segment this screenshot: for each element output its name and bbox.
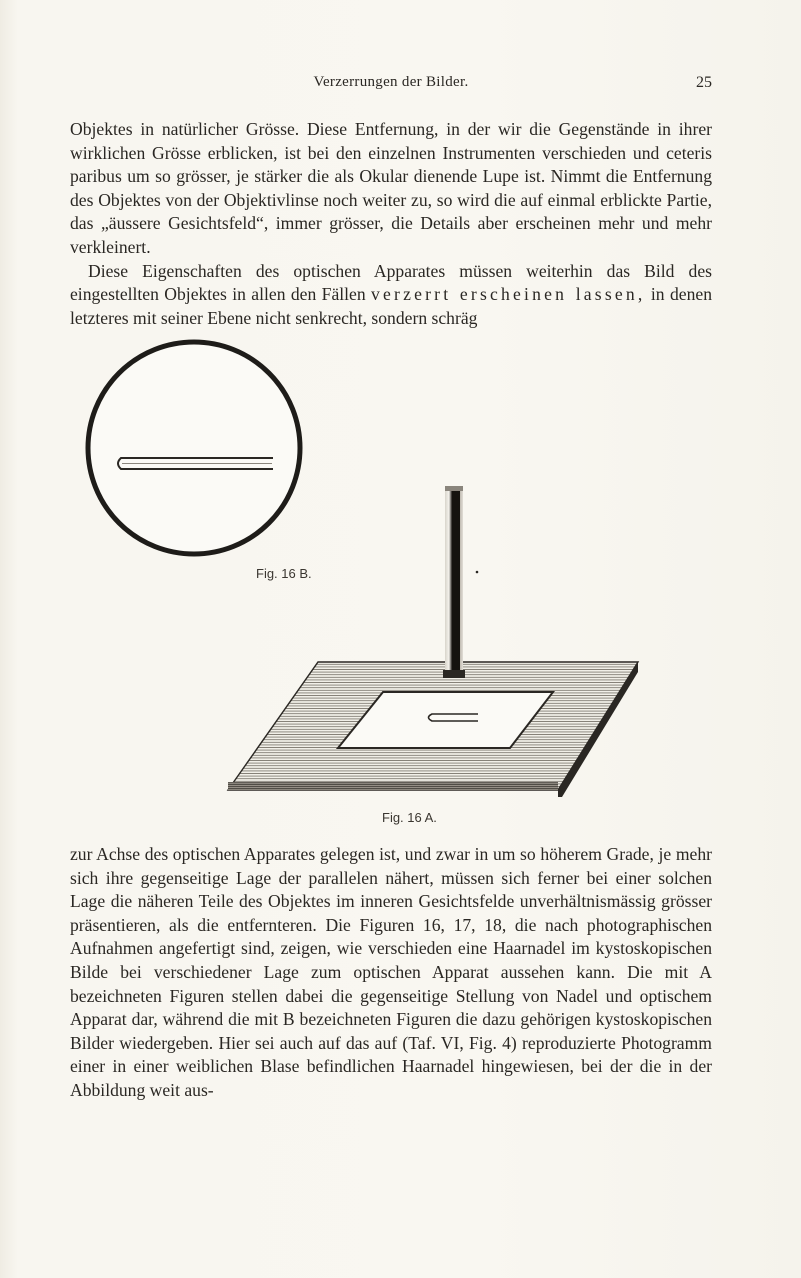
fig-16a-caption: Fig. 16 A.	[382, 810, 437, 825]
paragraph-2-after: in denen letzteres mit seiner Ebene nicht senkrecht, sondern schräg	[70, 284, 712, 328]
fig-16a-hairpin	[429, 714, 479, 721]
fig-16a-plate-side	[558, 662, 638, 797]
paragraph-1: Objektes in natürlicher Grösse. Diese Entfernung, in der wir die Gegenstände in ihrer wirklichen Grösse erblicken, ist bei den einzelnen Instrumenten verschieden und ceteris paribus um so grösser, je stärker die als Okular dienende Lupe ist. Nimmt die Entfernung des Objektes von der Objektivlinse noch weiter zu, so wird die auf einmal erblickte Partie, das „äussere Gesichtsfeld“, immer grösser, die Details aber erscheinen mehr und mehr verkleinert.	[70, 119, 712, 257]
page-number: 25	[696, 74, 712, 91]
paragraph-2-before: Diese Eigenschaften des optischen Apparates müssen weiterhin das Bild des eingestellten Objektes in allen den Fällen	[70, 260, 712, 305]
page-header	[70, 74, 712, 98]
fig-16b-hairpin	[118, 458, 273, 469]
paragraph-3: zur Achse des optischen Apparates gelegen ist, und zwar in um so höherem Grade, je mehr sich ihre gegenseitige Lage der parallelen nähert, müssen sich ferner bei einer solchen Lage die näheren Teile des Objektes im inneren Gesichtsfelde unverhältnismässig grösser präsentieren, als die entfernteren. Die Figuren 16, 17, 18, die nach photographischen Aufnahmen angefertigt sind, zeigen, wie verschieden eine Haarnadel im kystoskopischen Bilde bei verschiedener Lage zum optischen Apparat aussehen kann. Die mit A bezeichneten Figuren stellen dabei die gegenseitige Stellung von Nadel und optischem Apparat dar, während die mit B bezeichneten Figuren die dazu gehörigen kystoskopischen Bilder wiedergeben. Hier sei auch auf das auf (Taf. VI, Fig. 4) reproduzierte Photogramm einer in einer weiblichen Blase befindlichen Haarnadel hingewiesen, bei der die in der Abbildung weit aus-	[70, 844, 712, 1100]
running-title: Verzerrungen der Bilder.	[313, 74, 469, 90]
fig-16b-drawing	[88, 342, 300, 554]
fig-16a-dot	[476, 571, 479, 574]
fig-16a-drawing	[228, 486, 638, 797]
fig-16a-plate-edge	[228, 782, 558, 790]
text-block-top	[70, 118, 712, 330]
fig-16a-plate	[228, 662, 638, 790]
fig-16a-plate-window	[338, 692, 553, 748]
fig-16a-instrument-rod	[443, 486, 465, 678]
paragraph-2-emphasis: verzerrt erscheinen lassen,	[371, 284, 646, 305]
fig-16b-caption: Fig. 16 B.	[256, 566, 312, 581]
fig-16b-field-circle	[88, 342, 300, 554]
paragraph-2	[70, 260, 712, 331]
text-block-bottom	[70, 843, 712, 1103]
